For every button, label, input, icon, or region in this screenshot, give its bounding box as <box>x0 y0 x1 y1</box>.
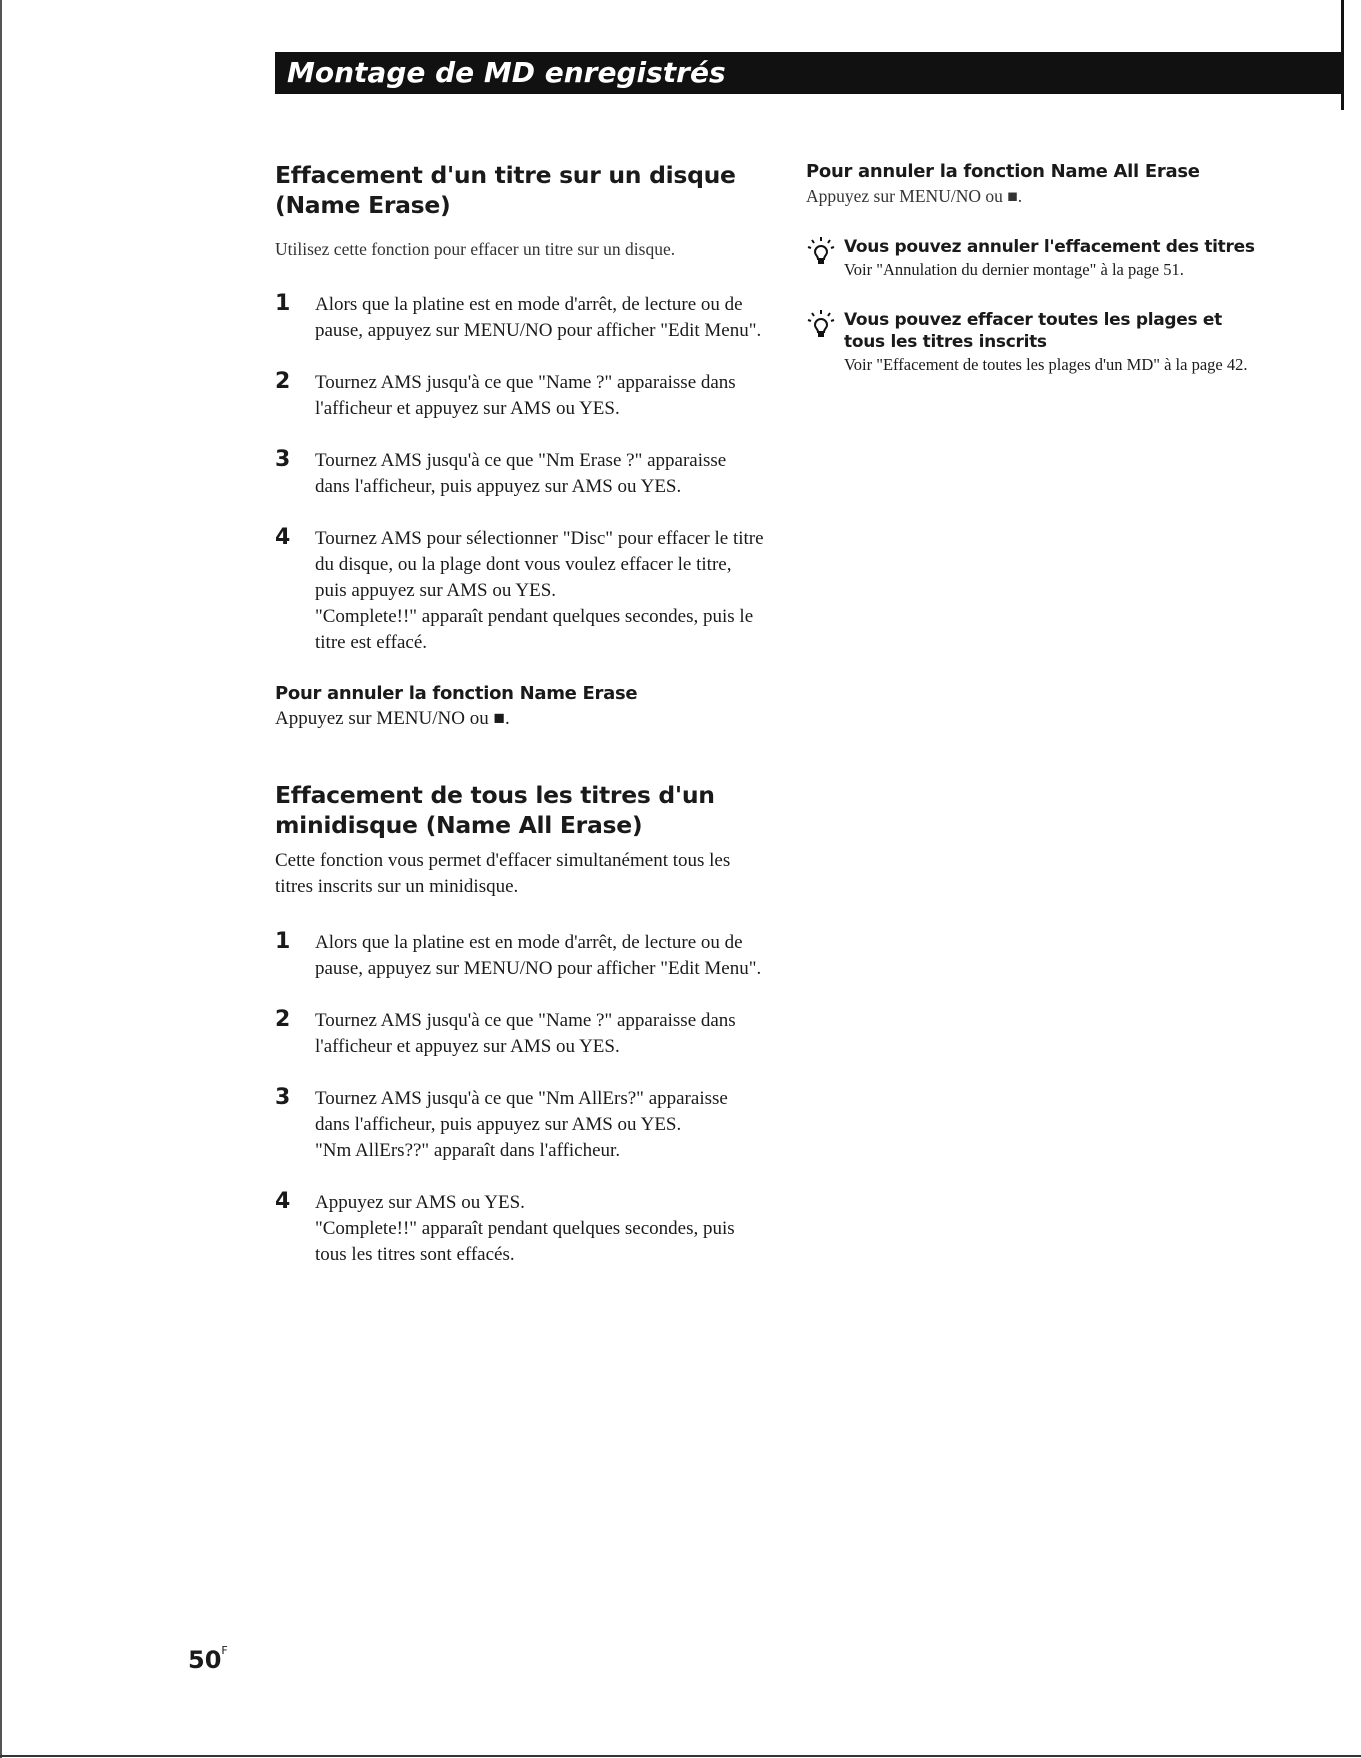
step-text: Tournez AMS pour sélectionner "Disc" pour effacer le titre du disque, ou la plage dont vous voulez effacer le titre, puis appuyez sur AMS ou YES. <box>315 528 764 601</box>
step-item <box>275 1190 765 1268</box>
cancel-text: Appuyez sur MENU/NO ou ■. <box>806 186 1023 206</box>
step-number: 1 <box>275 291 291 316</box>
step-item <box>275 448 765 500</box>
right-column <box>806 160 1266 376</box>
cancel-heading: Pour annuler la fonction Name Erase <box>275 683 638 704</box>
lightbulb-icon <box>806 236 836 270</box>
step-text: Alors que la platine est en mode d'arrêt, de lecture ou de pause, appuyez sur MENU/NO pour afficher "Edit Menu". <box>315 294 762 341</box>
name-erase-cancel <box>275 682 765 732</box>
left-column <box>275 160 765 1294</box>
name-all-erase-intro: Cette fonction vous permet d'effacer simultanément tous les titres inscrits sur un minidisque. <box>275 850 731 897</box>
step-text: Tournez AMS jusqu'à ce que "Nm Erase ?" apparaisse dans l'afficheur, puis appuyez sur AMS ou YES. <box>315 450 727 497</box>
step-item <box>275 526 765 656</box>
step-number: 3 <box>275 1085 291 1110</box>
page-number-suffix: F <box>221 1644 228 1657</box>
page-edge-bottom <box>0 1755 1361 1757</box>
step-note: "Nm AllErs??" apparaît dans l'afficheur. <box>315 1140 621 1161</box>
tip-text: Voir "Effacement de toutes les plages d'un MD" à la page 42. <box>844 355 1248 374</box>
tip-block <box>806 309 1266 376</box>
name-erase-intro: Utilisez cette fonction pour effacer un titre sur un disque. <box>275 239 676 259</box>
step-item <box>275 1008 765 1060</box>
step-item <box>275 1086 765 1164</box>
step-note: "Complete!!" apparaît pendant quelques secondes, puis le titre est effacé. <box>315 606 754 653</box>
tip-block <box>806 236 1266 281</box>
page-number-value: 50 <box>188 1646 222 1674</box>
name-all-erase-section <box>275 780 765 1268</box>
step-number: 4 <box>275 1189 291 1214</box>
page-edge-right <box>1341 0 1344 110</box>
page-number <box>188 1646 228 1674</box>
step-number: 3 <box>275 447 291 472</box>
name-erase-steps <box>275 292 765 656</box>
step-text: Alors que la platine est en mode d'arrêt, de lecture ou de pause, appuyez sur MENU/NO pour afficher "Edit Menu". <box>315 932 762 979</box>
step-text: Tournez AMS jusqu'à ce que "Name ?" apparaisse dans l'afficheur et appuyez sur AMS ou YES. <box>315 1010 736 1057</box>
tip-heading: Vous pouvez annuler l'effacement des titres <box>844 237 1255 257</box>
cancel-heading: Pour annuler la fonction Name All Erase <box>806 161 1200 182</box>
step-text: Appuyez sur AMS ou YES. <box>315 1192 525 1213</box>
step-note: "Complete!!" apparaît pendant quelques secondes, puis tous les titres sont effacés. <box>315 1218 735 1265</box>
step-text: Tournez AMS jusqu'à ce que "Nm AllErs?" apparaisse dans l'afficheur, puis appuyez sur AMS ou YES. <box>315 1088 728 1135</box>
name-all-erase-steps <box>275 930 765 1268</box>
section-header-bar <box>275 52 1341 94</box>
step-text: Tournez AMS jusqu'à ce que "Name ?" apparaisse dans l'afficheur et appuyez sur AMS ou YES. <box>315 372 736 419</box>
step-item <box>275 292 765 344</box>
step-item <box>275 370 765 422</box>
section-title: Montage de MD enregistrés <box>287 56 726 89</box>
name-all-erase-title: Effacement de tous les titres d'un minidisque (Name All Erase) <box>275 781 715 839</box>
name-erase-title: Effacement d'un titre sur un disque (Name Erase) <box>275 161 736 219</box>
step-number: 2 <box>275 1007 291 1032</box>
step-number: 4 <box>275 525 291 550</box>
step-item <box>275 930 765 982</box>
tip-text: Voir "Annulation du dernier montage" à la page 51. <box>844 260 1184 279</box>
page-edge-left <box>0 0 2 1758</box>
tip-heading: Vous pouvez effacer toutes les plages et tous les titres inscrits <box>844 310 1222 352</box>
step-number: 1 <box>275 929 291 954</box>
step-number: 2 <box>275 369 291 394</box>
lightbulb-icon <box>806 309 836 343</box>
name-all-erase-cancel <box>806 160 1266 208</box>
name-erase-section <box>275 160 765 732</box>
cancel-text: Appuyez sur MENU/NO ou ■. <box>275 708 510 729</box>
